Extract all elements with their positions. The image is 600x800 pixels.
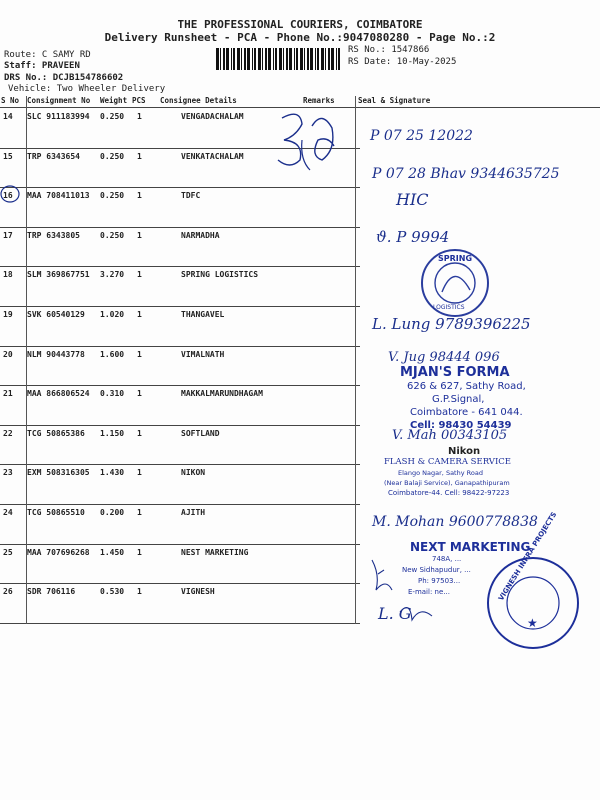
flash-stamp-line3: Coimbatore-44. Cell: 98422-97223 — [388, 489, 510, 497]
cell-pcs: 1 — [137, 310, 142, 319]
cell-consignment: TCG 50865510 — [27, 508, 85, 517]
col-header-pcs: PCS — [132, 96, 146, 105]
cell-consignee: AJITH — [181, 508, 206, 517]
spring-stamp-inner — [435, 263, 475, 303]
circle-row16 — [1, 186, 19, 202]
cell-sno: 23 — [3, 468, 13, 478]
cell-pcs: 1 — [137, 191, 142, 201]
cell-weight: 1.430 — [100, 468, 125, 478]
cell-pcs: 1 — [137, 349, 142, 359]
spring-stamp-swoosh — [442, 276, 470, 292]
cell-sno: 18 — [3, 270, 13, 280]
cell-consignment: SDR 706116 — [27, 587, 76, 597]
cell-pcs: 1 — [137, 428, 142, 438]
cell-sno: 14 — [3, 112, 13, 121]
cell-weight: 1.020 — [100, 310, 125, 319]
company-title: THE PROFESSIONAL COURIERS, COIMBATORE — [177, 18, 423, 31]
cell-sno: 15 — [3, 151, 13, 161]
cell-consignment: EXM 508316305 — [27, 468, 90, 478]
cell-consignment: SLM 369867751 — [27, 270, 90, 280]
check-mark — [302, 140, 310, 170]
cell-pcs: 1 — [137, 151, 142, 161]
signature-row19: L. Lung 9789396225 — [372, 315, 531, 333]
signature-row24: M. Mohan 9600778838 — [372, 514, 538, 530]
cell-weight: 0.310 — [100, 389, 125, 399]
cell-consignee: NARMADHA — [181, 230, 220, 240]
next-stamp-line1: 748A, ... — [432, 555, 462, 563]
cell-sno: 19 — [3, 310, 13, 319]
cell-consignee: SOFTLAND — [181, 428, 220, 438]
cell-sno: 25 — [3, 547, 13, 557]
mjans-stamp-line1: 626 & 627, Sathy Road, — [407, 381, 526, 392]
cell-sno: 24 — [3, 508, 13, 517]
cell-consignment: TRP 6343654 — [27, 151, 80, 161]
vignesh-stamp-text: VIGNESH INFRA PROJECTS — [497, 510, 559, 603]
cell-consignee: MAKKALMARUNDHAGAM — [181, 389, 263, 399]
cell-pcs: 1 — [137, 270, 142, 280]
cell-consignee: VENGADACHALAM — [181, 112, 244, 121]
col-header-weight: Weight — [100, 96, 128, 105]
cell-pcs: 1 — [137, 389, 142, 399]
rs-number: RS No.: 1547866 — [348, 45, 430, 55]
cell-weight: 0.250 — [100, 230, 125, 240]
col-header-sno: S No — [1, 96, 20, 105]
cell-pcs: 1 — [137, 547, 142, 557]
cell-consignee: VIMALNATH — [181, 349, 225, 359]
cell-consignee: VENKATACHALAM — [181, 151, 244, 161]
signature-row14: P 07 25 12022 — [370, 128, 473, 144]
mjans-stamp-line3: Coimbatore - 641 044. — [410, 407, 523, 418]
cell-consignment: SVK 60540129 — [27, 310, 85, 319]
cell-consignee: SPRING LOGISTICS — [181, 270, 259, 280]
col-header-consignee: Consignee Details — [160, 96, 237, 105]
cell-consignment: SLC 911183994 — [27, 112, 90, 121]
cell-weight: 0.530 — [100, 587, 125, 597]
cell-consignee: TDFC — [181, 191, 201, 201]
next-stamp-line2: New Sidhapudur, ... — [402, 566, 471, 574]
cell-pcs: 1 — [137, 112, 142, 121]
mjans-stamp-name: MJAN'S FORMA — [400, 365, 510, 380]
spring-stamp-bottom: LOGISTICS — [433, 304, 465, 311]
cell-sno: 17 — [3, 230, 13, 240]
cell-weight: 0.250 — [100, 151, 125, 161]
route-info: Route: C SAMY RD — [4, 50, 91, 60]
cell-weight: 0.200 — [100, 508, 125, 517]
cell-sno: 21 — [3, 389, 13, 399]
signature-row17: ϑ. P 9994 — [376, 228, 450, 246]
cell-consignee: VIGNESH — [181, 587, 215, 597]
col-header-remarks: Remarks — [303, 96, 335, 105]
spring-stamp-top: SPRING — [438, 254, 473, 263]
cell-consignment: NLM 90443778 — [27, 349, 85, 359]
cell-consignment: TRP 6343805 — [27, 230, 80, 240]
cell-sno: 20 — [3, 349, 13, 359]
scrawl-row25 — [372, 560, 392, 590]
cell-weight: 3.270 — [100, 270, 125, 280]
runsheet-title: Delivery Runsheet - PCA - Phone No.:9047080280 - Page No.:2 — [104, 31, 496, 44]
cell-consignment: MAA 866806524 — [27, 389, 90, 399]
cell-consignee: THANGAVEL — [181, 310, 225, 319]
flash-stamp-name: FLASH & CAMERA SERVICE — [384, 457, 512, 467]
drs-info: DRS No.: DCJB154786602 — [4, 73, 124, 83]
next-stamp-line4: E-mail: ne... — [408, 588, 450, 596]
cell-pcs: 1 — [137, 508, 142, 517]
cell-consignment: MAA 708411013 — [27, 191, 90, 201]
cell-sno: 22 — [3, 428, 13, 438]
vehicle-info: Vehicle: Two Wheeler Delivery — [8, 84, 166, 94]
signature-row20: V. Jug 98444 096 — [388, 350, 500, 365]
signature-row16: HIC — [396, 190, 429, 209]
cell-sno: 16 — [3, 191, 13, 201]
flash-stamp-line1: Elango Nagar, Sathy Road — [398, 469, 483, 477]
cell-weight: 1.450 — [100, 547, 125, 557]
cell-weight: 0.250 — [100, 191, 125, 201]
cell-weight: 1.150 — [100, 428, 125, 438]
cell-pcs: 1 — [137, 230, 142, 240]
cell-sno: 26 — [3, 587, 13, 597]
mjans-stamp-line4: Cell: 98430 54439 — [410, 420, 512, 431]
col-header-consignment: Consignment No — [27, 96, 91, 105]
staff-info: Staff: PRAVEEN — [4, 61, 80, 71]
flash-stamp-line2: (Near Balaji Service), Ganapathipuram — [384, 479, 510, 487]
mjans-stamp-line2: G.P.Signal, — [432, 394, 485, 405]
remark-scrawl — [278, 114, 334, 165]
signature-row22: V. Mah 00343105 — [392, 428, 508, 443]
cell-consignment: MAA 707696268 — [27, 547, 90, 557]
cell-weight: 0.250 — [100, 112, 125, 121]
signature-row26: L. G — [378, 604, 412, 623]
cell-pcs: 1 — [137, 468, 142, 478]
cell-pcs: 1 — [137, 587, 142, 597]
cell-consignment: TCG 50865386 — [27, 428, 85, 438]
vignesh-stamp-outer — [488, 558, 578, 648]
cell-weight: 1.600 — [100, 349, 125, 359]
next-stamp-name: NEXT MARKETING — [410, 540, 531, 554]
rs-date: RS Date: 10-May-2025 — [348, 57, 457, 67]
col-header-seal: Seal & Signature — [358, 96, 431, 105]
vignesh-stamp-star: ★ — [527, 616, 538, 630]
signature-row15: P 07 28 Bhav 9344635725 — [372, 166, 560, 182]
nikon-stamp: Nikon — [448, 446, 481, 457]
next-stamp-line3: Ph: 97503... — [418, 577, 461, 585]
cell-consignee: NIKON — [181, 468, 206, 478]
cell-consignee: NEST MARKETING — [181, 547, 249, 557]
